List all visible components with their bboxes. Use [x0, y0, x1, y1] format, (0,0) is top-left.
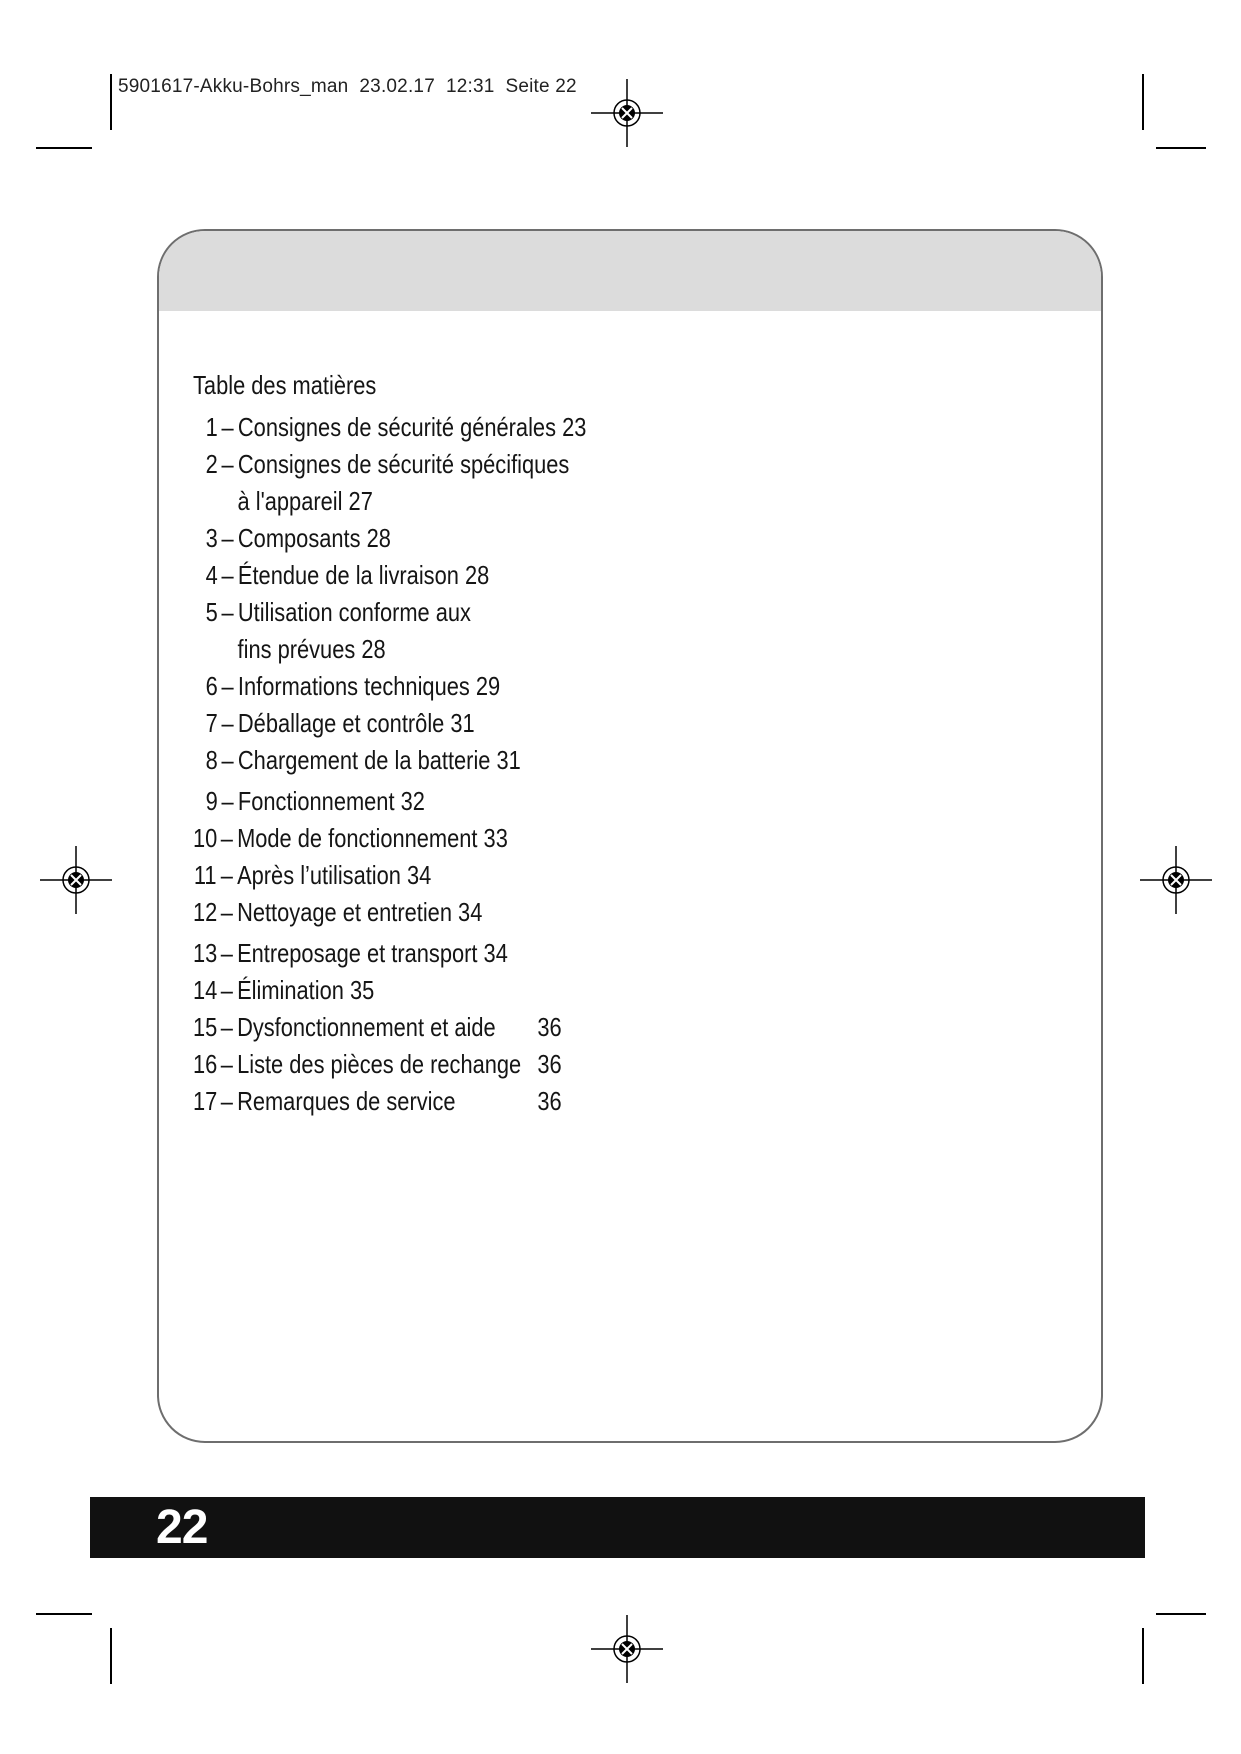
crop-mark — [36, 147, 92, 149]
toc-item[interactable]: 11 – Après l’utilisation 34 — [193, 860, 432, 890]
slug-date: 23.02.17 — [359, 76, 435, 97]
registration-mark-icon — [591, 77, 663, 149]
toc-item[interactable]: 10 – Mode de fonctionnement 33 — [193, 823, 508, 853]
footer-bar — [90, 1497, 1145, 1558]
slug-time: 12:31 — [445, 76, 495, 97]
toc-item[interactable]: 4 – Étendue de la livraison 28 — [205, 560, 490, 590]
toc-item[interactable]: 13 – Entreposage et transport 34 — [193, 938, 508, 968]
toc-item[interactable]: 5 – Utilisation conforme aux fins prévues 28 — [205, 597, 471, 664]
table-of-contents — [193, 367, 586, 1120]
crop-mark — [1156, 1613, 1206, 1615]
toc-item[interactable]: 9 – Fonctionnement 32 — [205, 786, 425, 816]
toc-item[interactable]: 2 – Consignes de sécurité spécifiques à l'appareil 27 — [205, 449, 570, 516]
crop-mark — [1142, 74, 1144, 130]
registration-mark-icon — [1140, 844, 1212, 916]
crop-mark — [110, 1628, 112, 1684]
toc-item[interactable]: 12 – Nettoyage et entretien 34 — [193, 897, 483, 927]
toc-item[interactable]: 17 – Remarques de service 36 — [193, 1086, 562, 1116]
toc-item[interactable]: 3 – Composants 28 — [205, 523, 391, 553]
registration-mark-icon — [591, 1613, 663, 1685]
registration-mark-icon — [40, 844, 112, 916]
toc-item[interactable]: 1 – Consignes de sécurité générales 23 — [205, 412, 587, 442]
panel-header-band — [159, 231, 1101, 311]
crop-mark — [1156, 147, 1206, 149]
toc-item[interactable]: 7 – Déballage et contrôle 31 — [205, 708, 475, 738]
slug-file: 5901617-Akku-Bohrs_man — [118, 76, 349, 97]
toc-title: Table des matières — [193, 370, 377, 400]
toc-item[interactable]: 15 – Dysfonctionnement et aide 36 — [193, 1012, 562, 1042]
crop-mark — [1142, 1628, 1144, 1684]
page-number: 22 — [156, 1501, 208, 1554]
toc-item[interactable]: 6 – Informations techniques 29 — [205, 671, 501, 701]
toc-item[interactable]: 14 – Élimination 35 — [193, 975, 375, 1005]
print-slug — [118, 76, 577, 98]
slug-page-label: Seite 22 — [505, 76, 577, 97]
crop-mark — [110, 74, 112, 130]
crop-mark — [36, 1613, 92, 1615]
toc-item[interactable]: 16 – Liste des pièces de rechange 36 — [193, 1049, 562, 1079]
toc-item[interactable]: 8 – Chargement de la batterie 31 — [205, 745, 521, 775]
